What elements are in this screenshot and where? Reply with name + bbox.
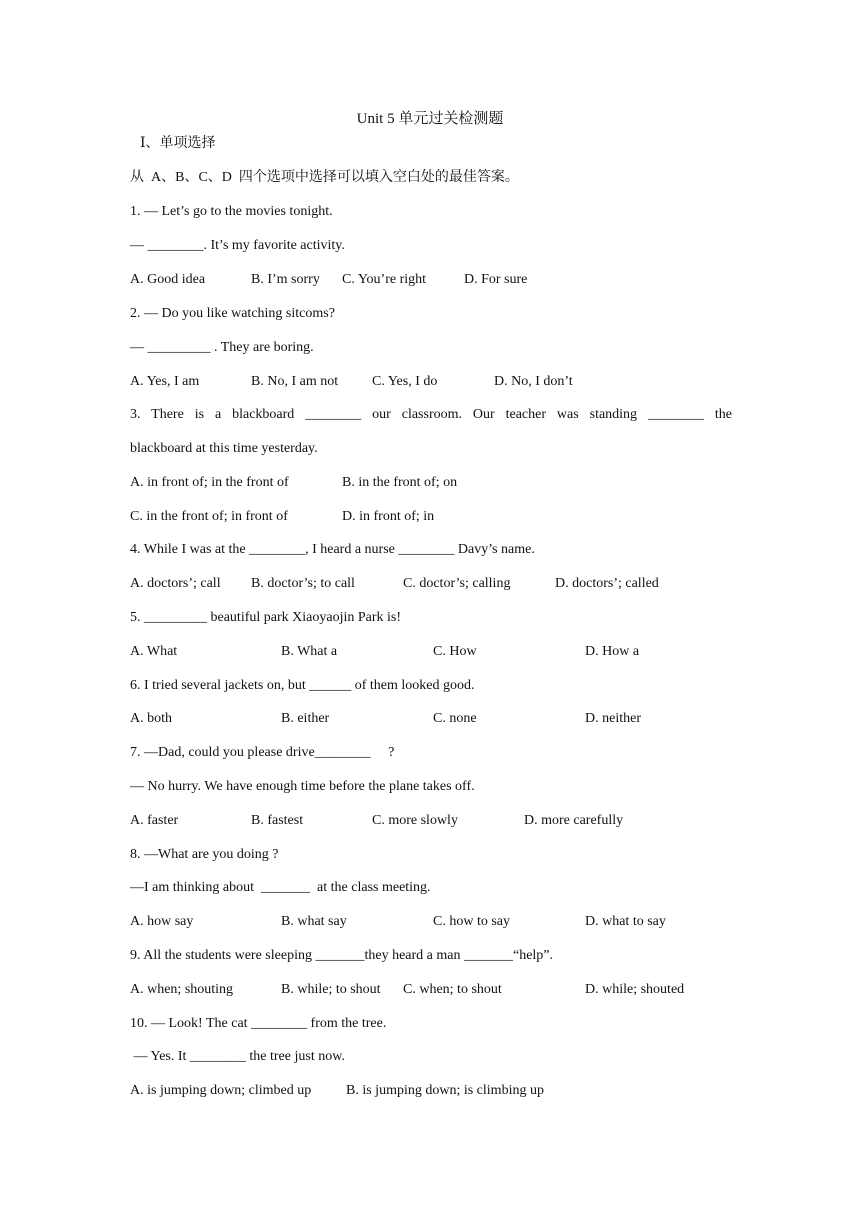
question-6-option-d: D. neither <box>585 711 641 726</box>
question-6-stem: 6. I tried several jackets on, but ______ of them looked good. <box>130 678 475 693</box>
question-4-option-d: D. doctors’; called <box>555 576 659 591</box>
question-5-option-a: A. What <box>130 644 178 659</box>
question-10-option-b: B. is jumping down; is climbing up <box>346 1083 544 1098</box>
question-6-option-c: C. none <box>433 711 477 726</box>
question-1-response: — ________. It’s my favorite activity. <box>130 238 345 253</box>
question-2-response: — _________ . They are boring. <box>130 340 314 355</box>
question-7-option-d: D. more carefully <box>524 813 624 828</box>
question-3-stem: 3. There is a blackboard ________ our classroom. Our teacher was standing ________ the <box>130 407 732 422</box>
question-5-option-d: D. How a <box>585 644 640 659</box>
question-8-option-c: C. how to say <box>433 914 510 929</box>
document-title: Unit 5 单元过关检测题 <box>356 111 504 127</box>
question-5-option-c: C. How <box>433 644 477 659</box>
question-4-option-b: B. doctor’s; to call <box>251 576 355 591</box>
question-3-option-c: C. in the front of; in front of <box>130 509 288 524</box>
question-10-option-a: A. is jumping down; climbed up <box>130 1083 312 1098</box>
question-3-option-b: B. in the front of; on <box>342 475 458 490</box>
question-1-option-d: D. For sure <box>464 272 528 287</box>
question-4-stem: 4. While I was at the ________, I heard a nurse ________ Davy’s name. <box>130 542 535 557</box>
question-9-option-d: D. while; shouted <box>585 982 685 997</box>
question-8-option-d: D. what to say <box>585 914 666 929</box>
question-10-response: — Yes. It ________ the tree just now. <box>130 1049 345 1064</box>
question-2-option-b: B. No, I am not <box>251 374 339 389</box>
question-7-option-a: A. faster <box>130 813 179 828</box>
question-1-stem: 1. — Let’s go to the movies tonight. <box>130 204 333 219</box>
question-9-stem: 9. All the students were sleeping _______they heard a man _______“help”. <box>130 948 554 963</box>
question-1-option-a: A. Good idea <box>130 272 206 287</box>
question-1-option-b: B. I’m sorry <box>251 272 320 287</box>
question-8-option-a: A. how say <box>130 914 194 929</box>
question-2-option-d: D. No, I don’t <box>494 374 573 389</box>
question-2-stem: 2. — Do you like watching sitcoms? <box>130 306 335 321</box>
question-7-response: — No hurry. We have enough time before the plane takes off. <box>130 779 475 794</box>
question-8-stem: 8. —What are you doing ? <box>130 847 279 862</box>
question-7-stem: 7. —Dad, could you please drive________ ? <box>130 745 395 760</box>
question-9-option-c: C. when; to shout <box>403 982 502 997</box>
question-2-option-a: A. Yes, I am <box>130 374 200 389</box>
question-4-option-c: C. doctor’s; calling <box>403 576 511 591</box>
question-10-stem: 10. — Look! The cat ________ from the tree. <box>130 1016 387 1031</box>
question-7-option-b: B. fastest <box>251 813 304 828</box>
question-6-option-b: B. either <box>281 711 330 726</box>
question-8-option-b: B. what say <box>281 914 347 929</box>
question-2-option-c: C. Yes, I do <box>372 374 438 389</box>
question-1-option-c: C. You’re right <box>342 272 427 287</box>
question-9-option-a: A. when; shouting <box>130 982 234 997</box>
question-4-option-a: A. doctors’; call <box>130 576 221 591</box>
question-8-response: —I am thinking about _______ at the class meeting. <box>130 880 431 895</box>
question-3-option-a: A. in front of; in the front of <box>130 475 289 490</box>
question-7-option-c: C. more slowly <box>372 813 458 828</box>
instruction-text: 从 A、B、C、D 四个选项中选择可以填入空白处的最佳答案。 <box>130 170 519 185</box>
question-6-option-a: A. both <box>130 711 172 726</box>
question-9-option-b: B. while; to shout <box>281 982 381 997</box>
section-heading: Ⅰ、单项选择 <box>140 136 216 151</box>
question-5-stem: 5. _________ beautiful park Xiaoyaojin Park is! <box>130 610 402 625</box>
question-3-stem-continued: blackboard at this time yesterday. <box>130 441 318 456</box>
question-5-option-b: B. What a <box>281 644 338 659</box>
question-3-option-d: D. in front of; in <box>342 509 435 524</box>
